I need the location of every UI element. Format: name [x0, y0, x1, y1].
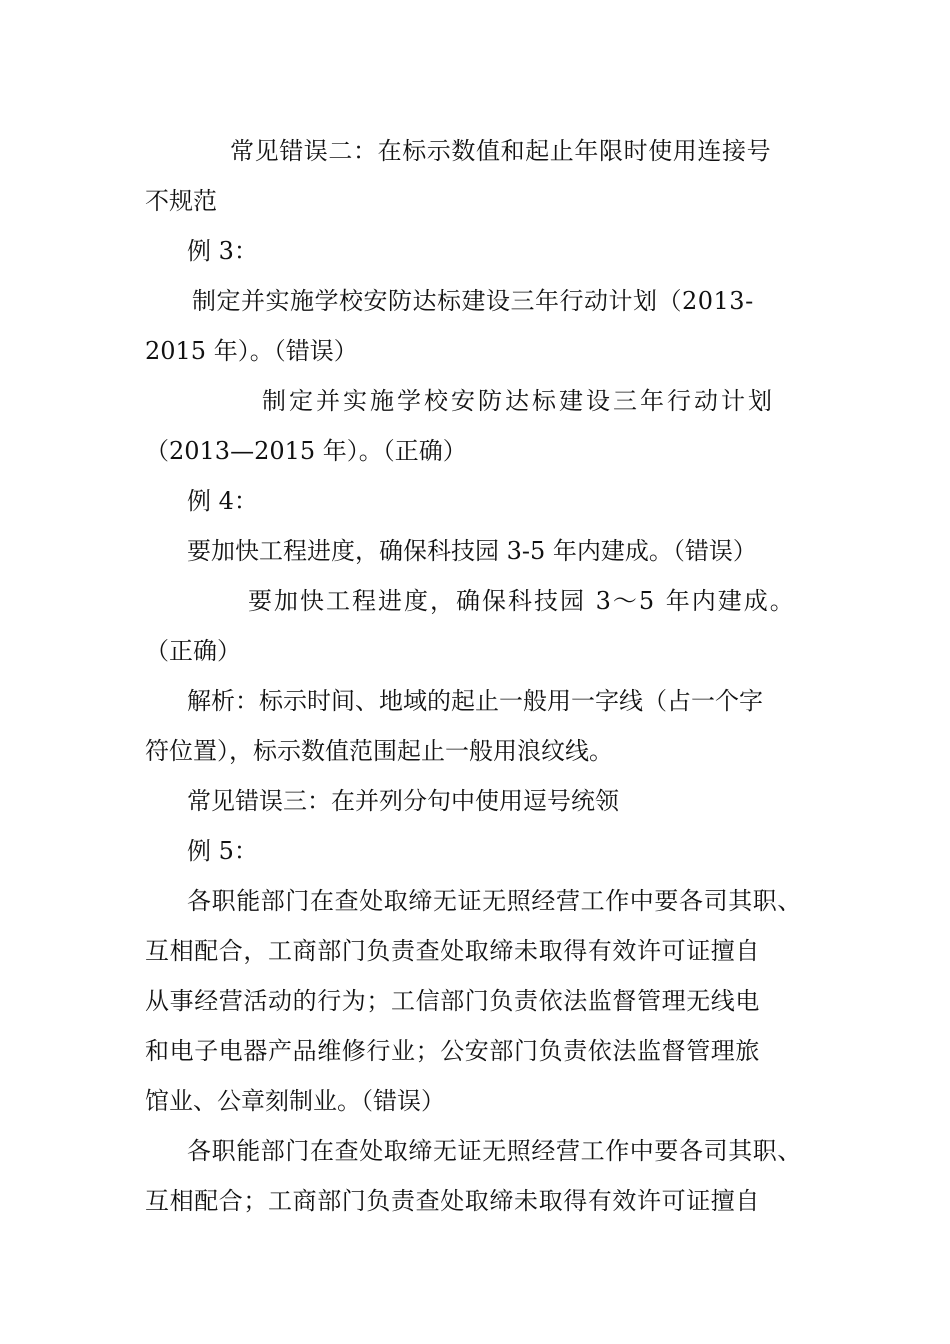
example-5-wrong-line-1: 各职能部门在查处取缔无证无照经营工作中要各司其职、: [187, 887, 802, 915]
example-5-correct-line-2: 互相配合；工商部门负责查处取缔未取得有效许可证擅自: [145, 1187, 760, 1215]
heading-common-error-2-continued: 不规范: [145, 187, 217, 215]
example-4-correct-line-1: 要加快工程进度，确保科技园 3～5 年内建成。: [248, 587, 796, 615]
analysis-line-1: 解析：标示时间、地域的起止一般用一字线（占一个字: [187, 687, 763, 715]
example-3-correct-line-2: （2013—2015 年）。（正确）: [145, 437, 467, 465]
example-5-correct-line-1: 各职能部门在查处取缔无证无照经营工作中要各司其职、: [187, 1137, 802, 1165]
example-5-wrong-line-5: 馆业、公章刻制业。（错误）: [145, 1087, 445, 1115]
heading-common-error-3: 常见错误三：在并列分句中使用逗号统领: [187, 787, 619, 815]
example-3-wrong-line-2: 2015 年）。（错误）: [145, 337, 358, 365]
example-5-wrong-line-4: 和电子电器产品维修行业；公安部门负责依法监督管理旅: [145, 1037, 760, 1065]
example-3-label: 例 3：: [187, 237, 258, 265]
example-4-correct-line-2: （正确）: [145, 637, 241, 665]
example-5-wrong-line-2: 互相配合，工商部门负责查处取缔未取得有效许可证擅自: [145, 937, 760, 965]
example-4-wrong: 要加快工程进度，确保科技园 3-5 年内建成。（错误）: [187, 537, 757, 565]
example-4-label: 例 4：: [187, 487, 258, 515]
example-3-correct-line-1: 制定并实施学校安防达标建设三年行动计划: [262, 387, 775, 415]
analysis-line-2: 符位置），标示数值范围起止一般用浪纹线。: [145, 737, 613, 765]
example-5-label: 例 5：: [187, 837, 258, 865]
example-3-wrong-line-1: 制定并实施学校安防达标建设三年行动计划（2013-: [192, 287, 754, 315]
example-5-wrong-line-3: 从事经营活动的行为；工信部门负责依法监督管理无线电: [145, 987, 760, 1015]
heading-common-error-2: 常见错误二：在标示数值和起止年限时使用连接号: [230, 137, 772, 165]
